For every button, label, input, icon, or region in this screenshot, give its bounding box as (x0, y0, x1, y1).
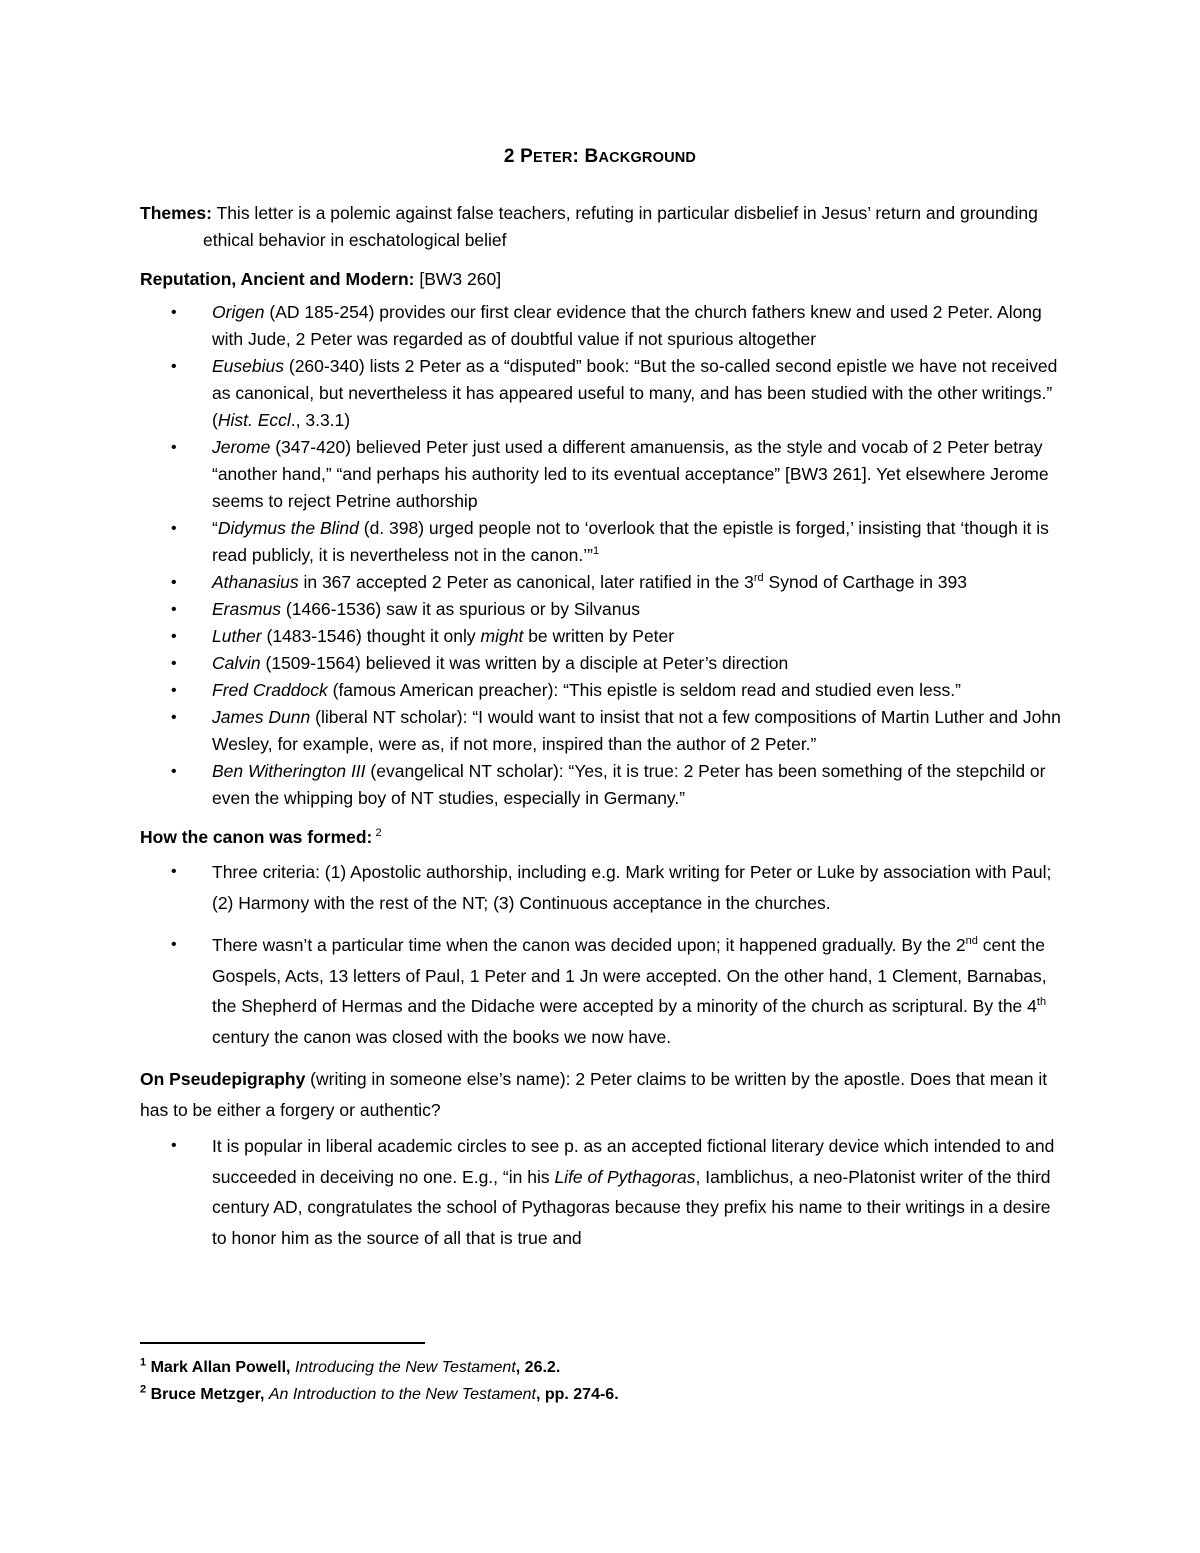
list-item: • “Didymus the Blind (d. 398) urged people not to ‘overlook that the epistle is forged,’ insisting that ‘though it is read publicly, it is nevertheless not in the canon.’”$^1$ (140, 515, 1065, 569)
footnote-divider (140, 1342, 425, 1344)
list-item: • Fred Craddock (famous American preacher): “This epistle is seldom read and studied even less.” (140, 677, 1065, 704)
list-item: • Three criteria: (1) Apostolic authorship, including e.g. Mark writing for Peter or Luke by association with Paul; (2) Harmony with the rest of the NT; (3) Continuous acceptance in the churches. (140, 857, 1065, 918)
list-item: • Eusebius (260-340) lists 2 Peter as a “disputed” book: “But the so-called second epistle we have not received as canonical, but nevertheless it has appeared useful to many, and has been studied with the other writings.” (Hist. Eccl., 3.3.1) (140, 353, 1065, 434)
footnote-1: $^1$ Mark Allan Powell, Introducing the New Testament, 26.2. (140, 1356, 561, 1376)
list-item: • It is popular in liberal academic circles to see p. as an accepted fictional literary device which intended to and succeeded in deceiving no one. E.g., “in his Life of Pythagoras, Iamblichus, a neo-Platonist writer of the third century AD, congratulates the school of Pythagoras because they prefix his name to their writings in a desire to honor him as the source of all that is true and (140, 1131, 1065, 1253)
list-item: • Calvin (1509-1564) believed it was written by a disciple at Peter’s direction (140, 650, 1065, 677)
reputation-list (140, 299, 1065, 812)
themes-paragraph (140, 200, 1065, 254)
themes-label: Themes: (140, 203, 212, 223)
list-item: • Athanasius in 367 accepted 2 Peter as canonical, later ratified in the 3rd Synod of Carthage in 393 (140, 569, 1065, 596)
page-title: 2 PETER: BACKGROUND (503, 146, 697, 167)
footnote-2: $^2$ Bruce Metzger, An Introduction to the New Testament, pp. 274-6. (140, 1383, 619, 1403)
reputation-heading: Reputation, Ancient and Modern: [BW3 260] (140, 269, 502, 289)
list-item: • Ben Witherington III (evangelical NT scholar): “Yes, it is true: 2 Peter has been something of the stepchild or even the whipping boy of NT studies, especially in Germany.” (140, 758, 1065, 812)
pseudepigraphy-paragraph: On Pseudepigraphy (writing in someone else’s name): 2 Peter claims to be written by the apostle. Does that mean it has to be either a forgery or authentic? (140, 1069, 1048, 1120)
footnotes (140, 1354, 1065, 1408)
canon-heading: How the canon was formed: $^2$ (140, 827, 382, 847)
list-item: • James Dunn (liberal NT scholar): “I would want to insist that not a few compositions of Martin Luther and John Wesley, for example, were as, if not more, inspired than the author of 2 Peter.” (140, 704, 1065, 758)
list-item: • Jerome (347-420) believed Peter just used a different amanuensis, as the style and vocab of 2 Peter betray “another hand,” “and perhaps his authority led to its eventual acceptance” [BW3 261]. Yet elsewhere Jerome seems to reject Petrine authorship (140, 434, 1065, 515)
footnote-ref[interactable]: 2 (372, 827, 382, 840)
list-item: • Luther (1483-1546) thought it only might be written by Peter (140, 623, 1065, 650)
pseudepigraphy-list (140, 1131, 1065, 1253)
list-item: • Origen (AD 185-254) provides our first clear evidence that the church fathers knew and used 2 Peter. Along with Jude, 2 Peter was regarded as of doubtful value if not spurious altogether (140, 299, 1065, 353)
document-body (140, 200, 1065, 1253)
canon-list (140, 857, 1065, 1052)
list-item: • Erasmus (1466-1536) saw it as spurious or by Silvanus (140, 596, 1065, 623)
themes-text: This letter is a polemic against false teachers, refuting in particular disbelief in Jesus’ return and grounding ethical behavior in eschatological belief (203, 203, 1038, 250)
footnote-ref[interactable]: 1 (593, 545, 600, 558)
list-item: • There wasn’t a particular time when the canon was decided upon; it happened gradually. By the 2nd cent the Gospels, Acts, 13 letters of Paul, 1 Peter and 1 Jn were accepted. On the other hand, 1 Clement, Barnabas, the Shepherd of Hermas and the Didache were accepted by a minority of the church as scriptural. By the 4th century the canon was closed with the books we now have. (140, 930, 1065, 1052)
